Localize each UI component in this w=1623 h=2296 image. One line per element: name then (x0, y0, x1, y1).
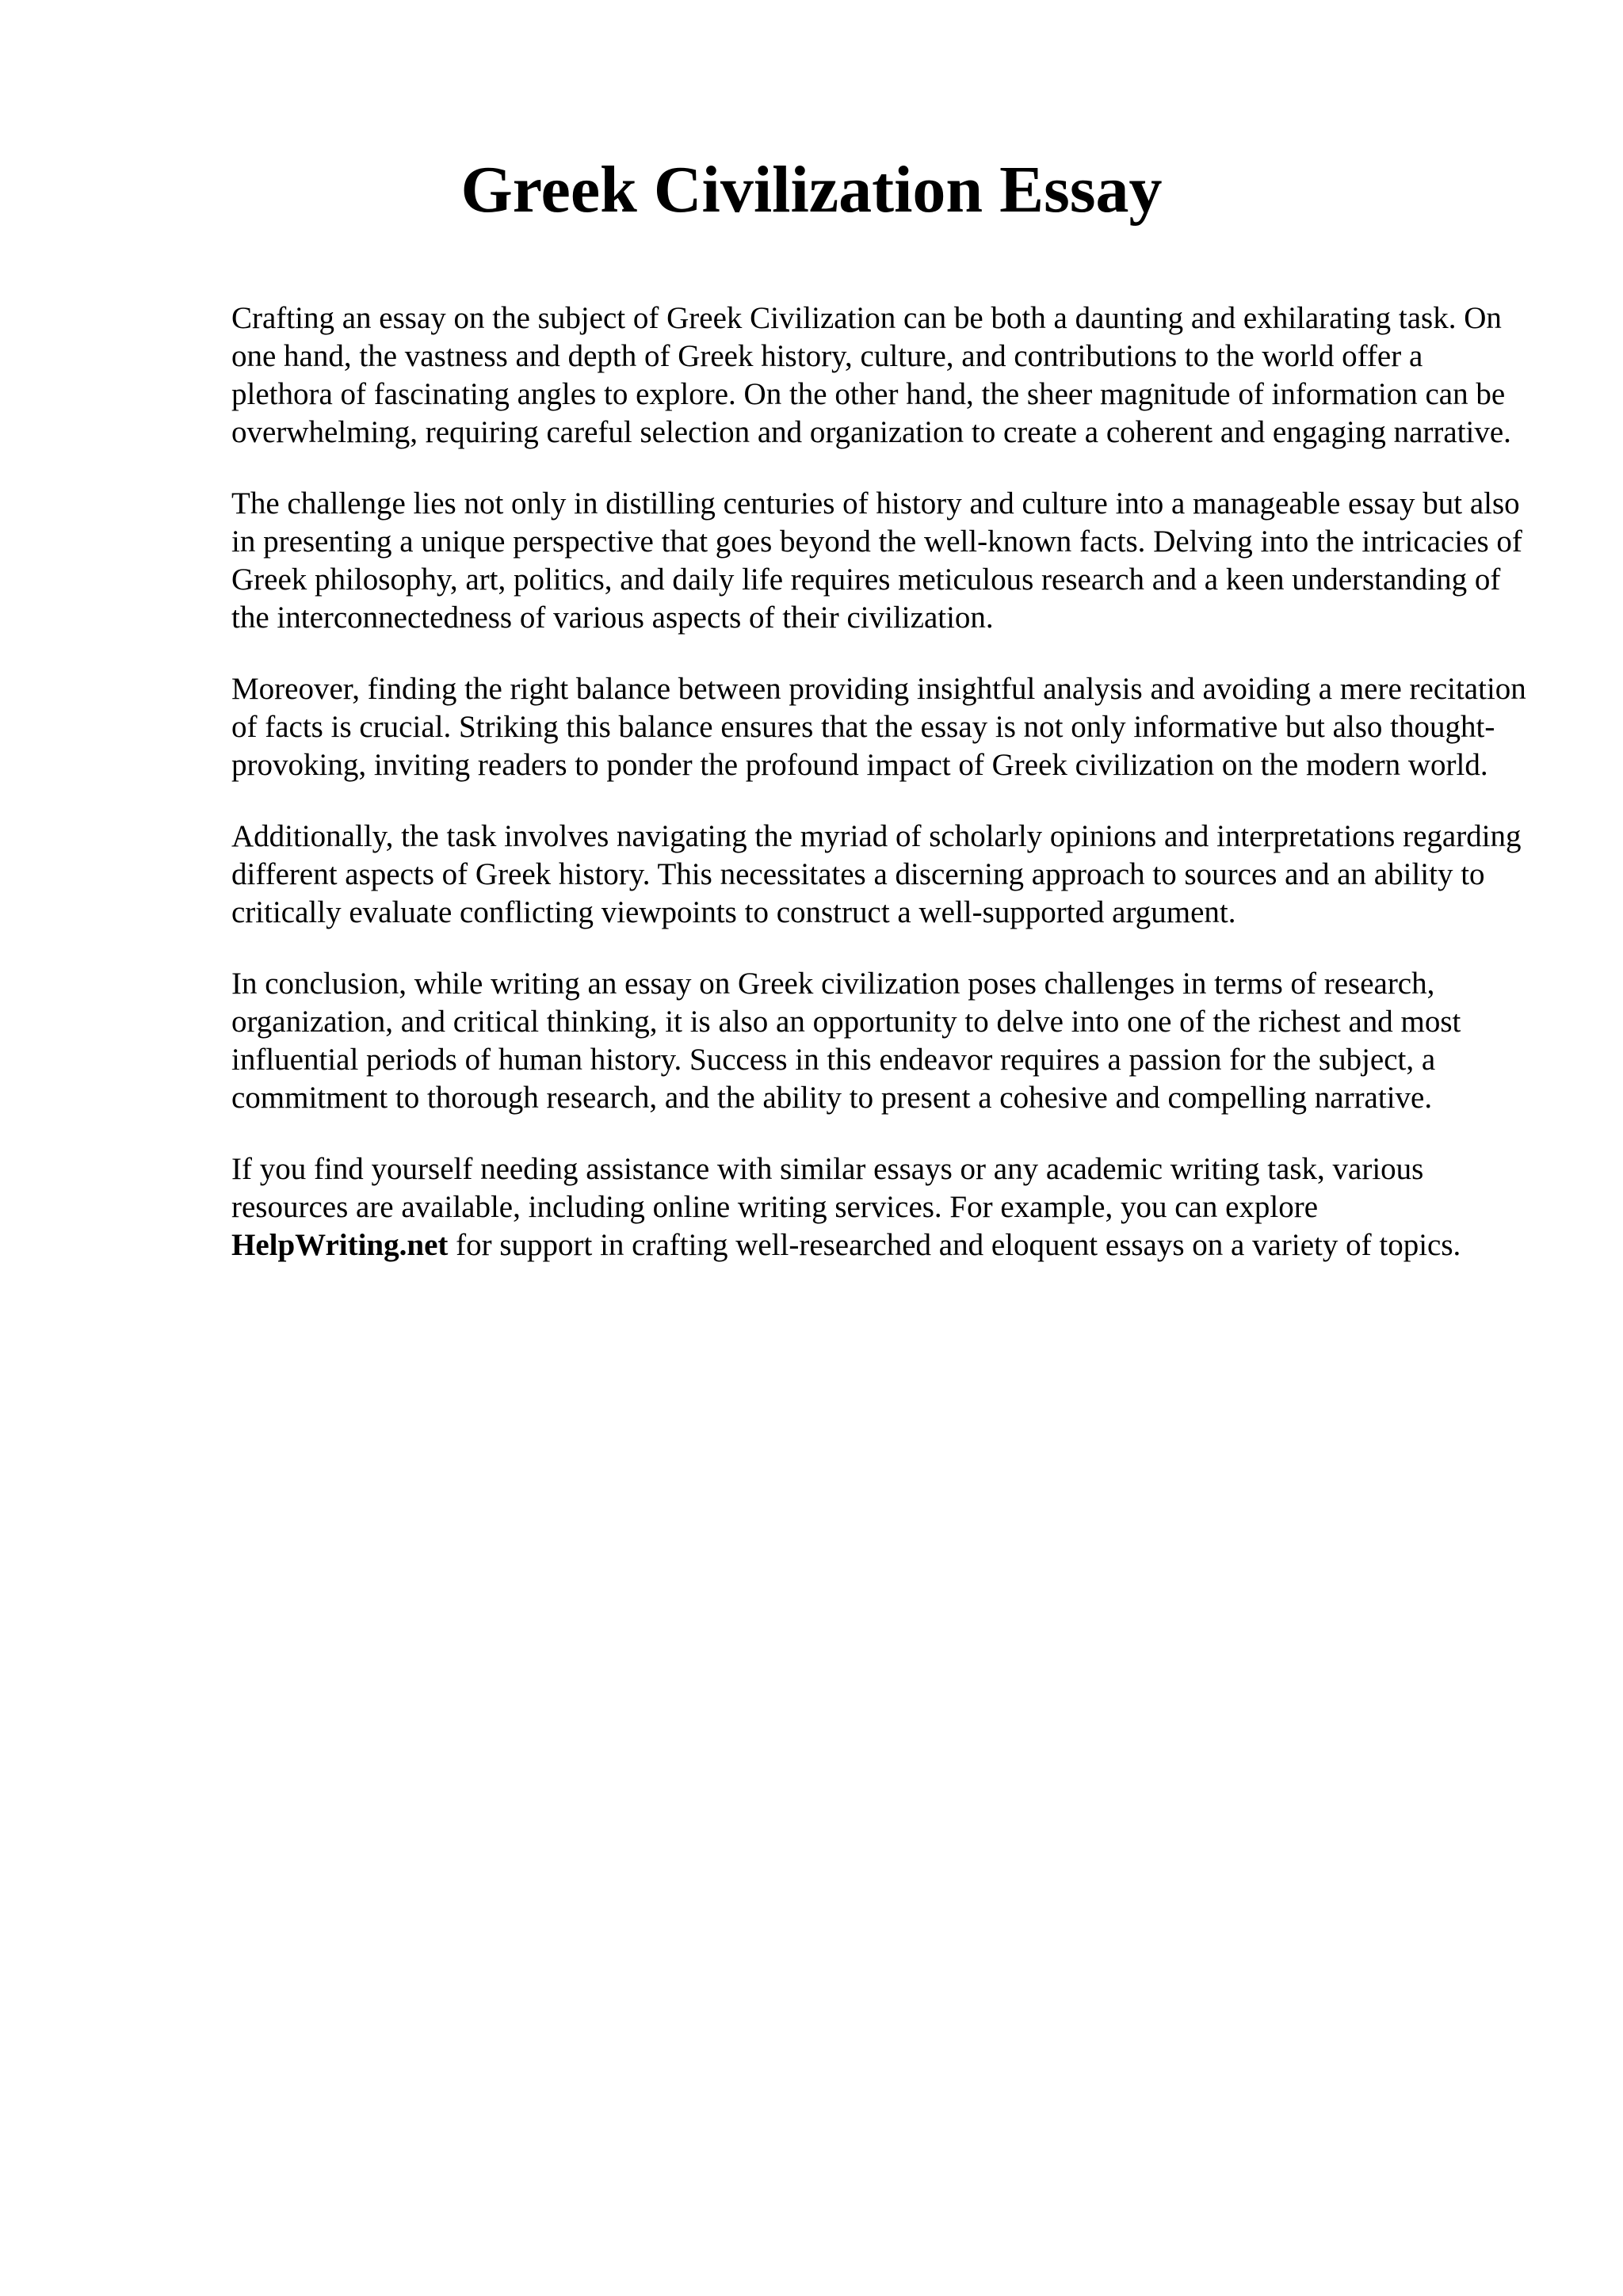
paragraph-conclusion: In conclusion, while writing an essay on Greek civilization poses challenges in terms of research, organization, and critical thinking, it is also an opportunity to delve into one of the richest and most influential periods of human history. Success in this endeavor requires a passion for the subject, a commitment to thorough research, and the ability to present a cohesive and compelling narrative. (231, 967, 1461, 1115)
paragraph-assistance (231, 1150, 1531, 1264)
paragraph-scholarly-opinions: Additionally, the task involves navigating the myriad of scholarly opinions and interpretations regarding different aspects of Greek history. This necessitates a discerning approach to sources and an ability to critically evaluate conflicting viewpoints to construct a well-supported argument. (231, 819, 1522, 929)
document-body (231, 299, 1531, 1298)
document-title: Greek Civilization Essay (460, 153, 1163, 227)
assistance-text-before-link: If you find yourself needing assistance with similar essays or any academic writing task, various resources are available, including online writing services. For example, you can explore (231, 1152, 1424, 1224)
assistance-text-after-link: for support in crafting well-researched and eloquent essays on a variety of topics. (448, 1228, 1461, 1262)
paragraph-balance: Moreover, finding the right balance between providing insightful analysis and avoiding a mere recitation of facts is crucial. Striking this balance ensures that the essay is not only informative but also thought-provoking, inviting readers to ponder the profound impact of Greek civilization on the modern world. (231, 672, 1526, 782)
paragraph-intro: Crafting an essay on the subject of Greek Civilization can be both a daunting and exhilarating task. On one hand, the vastness and depth of Greek history, culture, and contributions to the world offer a plethora of fascinating angles to explore. On the other hand, the sheer magnitude of information can be overwhelming, requiring careful selection and organization to create a coherent and engaging narrative. (231, 301, 1511, 449)
helpwriting-link[interactable]: HelpWriting.net (231, 1228, 449, 1262)
paragraph-challenge: The challenge lies not only in distilling centuries of history and culture into a manageable essay but also in presenting a unique perspective that goes beyond the well-known facts. Delving into the intricacies of Greek philosophy, art, politics, and daily life requires meticulous research and a keen understanding of the interconnectedness of various aspects of their civilization. (231, 486, 1522, 635)
